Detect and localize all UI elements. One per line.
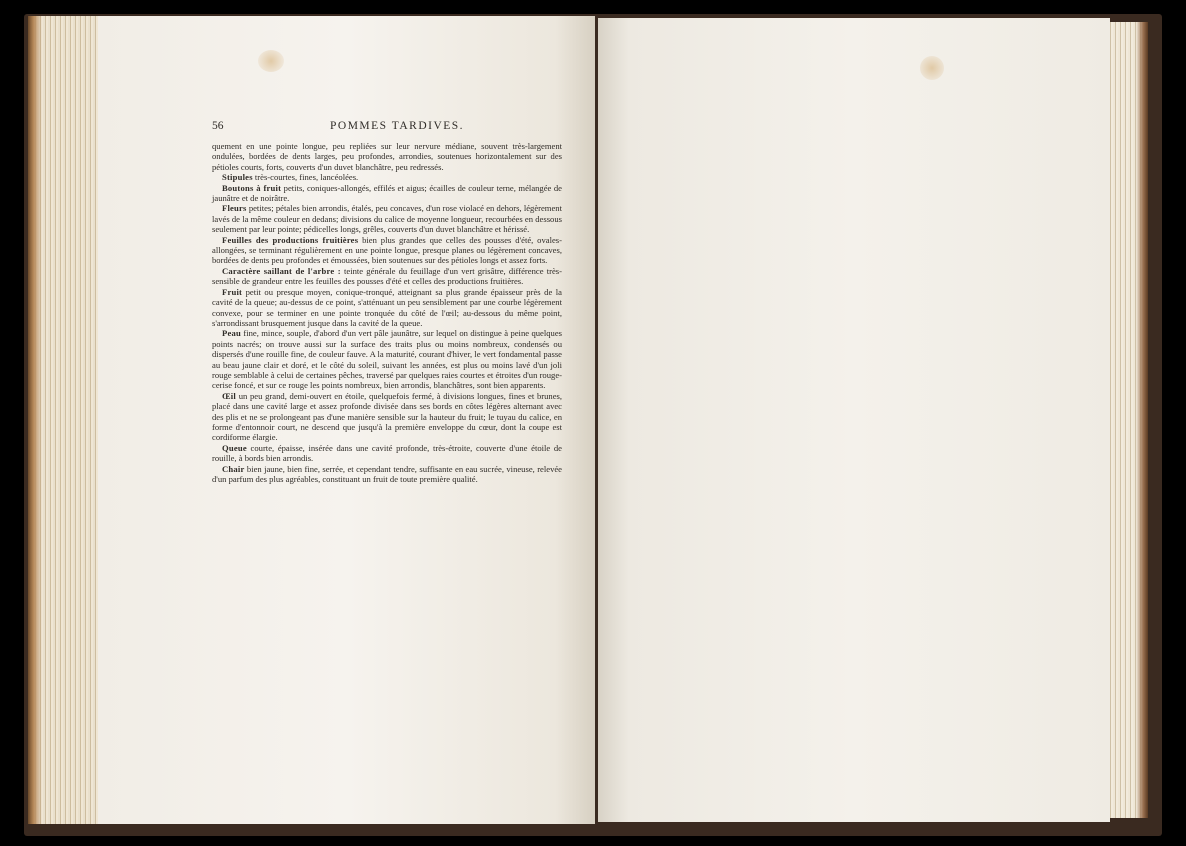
paragraph xyxy=(212,141,562,172)
paragraph xyxy=(212,183,562,204)
paragraph-term: Peau xyxy=(222,328,241,339)
paragraph-text: bien jaune, bien fine, serrée, et cependant tendre, suffisante en eau sucrée, vineuse, relevée d'un parfum des plus agréables, constituant un fruit de toute première qualité. xyxy=(212,463,562,484)
paragraph-term: Fruit xyxy=(222,286,243,297)
page-header xyxy=(212,120,572,136)
paragraph-text: quement en une pointe longue, peu repliées sur leur nervure médiane, souvent très-largement ondulées, bordées de dents larges, peu profondes, arrondies, soutenues horizontalement sur des pétioles courts, forts, couverts d'un duvet blanchâtre, peu redressés. xyxy=(212,141,562,172)
paragraph xyxy=(212,287,562,329)
page-number: 56 xyxy=(212,120,224,132)
running-title: POMMES TARDIVES. xyxy=(330,120,465,132)
paragraph xyxy=(212,328,562,390)
paragraph-term: Caractère saillant de l'arbre : xyxy=(222,265,341,276)
paragraph-text: un peu grand, demi-ouvert en étoile, quelquefois fermé, à divisions longues, fines et brunes, placé dans une cavité large et assez profonde divisée dans ses bords en côtes légères alternant avec des plis et ne se prolongeant pas d'une manière sensible sur la hauteur du fruit; le tuyau du calice, en forme d'entonnoir court, ne descend que jusqu'à la première enveloppe du cœur, dont la coupe est cordiforme élargie. xyxy=(212,390,562,443)
paragraph-text: teinte générale du feuillage d'un vert grisâtre, différence très-sensible de grandeur entre les feuilles des pousses d'été et celles des productions fruitières. xyxy=(212,265,562,287)
paragraph-term: Queue xyxy=(222,442,247,453)
paragraph xyxy=(212,464,562,485)
paragraph-term: Œil xyxy=(222,390,236,401)
paragraph-term: Chair xyxy=(222,463,245,474)
paragraph-text: bien plus grandes que celles des pousses d'été, ovales-allongées, se terminant régulièrement en une pointe longue, presque planes ou légèrement concaves, bordées de dents peu profondes et émoussées, bien soutenues sur des pétioles longs et assez forts. xyxy=(212,234,562,266)
right-page xyxy=(598,18,1110,822)
paper-stain xyxy=(258,50,284,72)
paragraph-term: Feuilles des productions fruitières xyxy=(222,234,359,245)
paragraph-term: Stipules xyxy=(222,172,253,183)
paragraph xyxy=(212,235,562,266)
paragraph-text: courte, épaisse, insérée dans une cavité profonde, très-étroite, couverte d'une étoile de rouille, à bords bien arrondis. xyxy=(212,442,562,464)
paragraph-term: Fleurs xyxy=(222,203,247,214)
paragraph-text: petits, coniques-allongés, effilés et aigus; écailles de couleur terne, mélangée de jaunâtre et de noirâtre. xyxy=(212,182,562,204)
paragraph-text: petit ou presque moyen, conique-tronqué, atteignant sa plus grande épaisseur près de la cavité de la queue; au-dessus de ce point, s'atténuant un peu sensiblement par une courbe légèrement convexe, pour se terminer en une pointe tronquée du côté de l'œil; au-dessous du même point, s'arrondissant brusquement jusque dans la cavité de la queue. xyxy=(212,286,562,328)
page-edges-left xyxy=(28,16,98,824)
paragraph xyxy=(212,443,562,464)
paragraph xyxy=(212,266,562,287)
paragraph-text: très-courtes, fines, lancéolées. xyxy=(252,172,359,183)
paragraph xyxy=(212,172,562,182)
paragraph xyxy=(212,203,562,234)
page-edges-right xyxy=(1108,22,1148,818)
paragraph-term: Boutons à fruit xyxy=(222,182,282,193)
body-text xyxy=(212,141,562,484)
paragraph-text: petites; pétales bien arrondis, étalés, peu concaves, d'un rose violacé en dehors, légèrement lavés de la même couleur en dedans; divisions du calice de moyenne longueur, recourbées en dessous seulement par leur pointe; pédicelles longs, grêles, couverts d'un duvet blanchâtre et hérissé. xyxy=(212,203,562,235)
paragraph-text: fine, mince, souple, d'abord d'un vert pâle jaunâtre, sur lequel on distingue à peine quelques points nacrés; on trouve aussi sur la surface des traits plus ou moins nombreux, condensés ou dispersés d'une rouille fine, de couleur fauve. A la maturité, courant d'hiver, le vert fondamental passe au beau jaune clair et doré, et le côté du soleil, suivant les années, est plus ou moins lavé d'un joli rouge semblable à celui de certaines pêches, traversé par quelques raies courtes et étroites d'un rouge-cerise foncé, et sur ce rouge les points nombreux, bien arrondis, blanchâtres, sont bien apparents. xyxy=(212,328,562,391)
paragraph xyxy=(212,391,562,443)
paper-stain xyxy=(920,56,944,80)
